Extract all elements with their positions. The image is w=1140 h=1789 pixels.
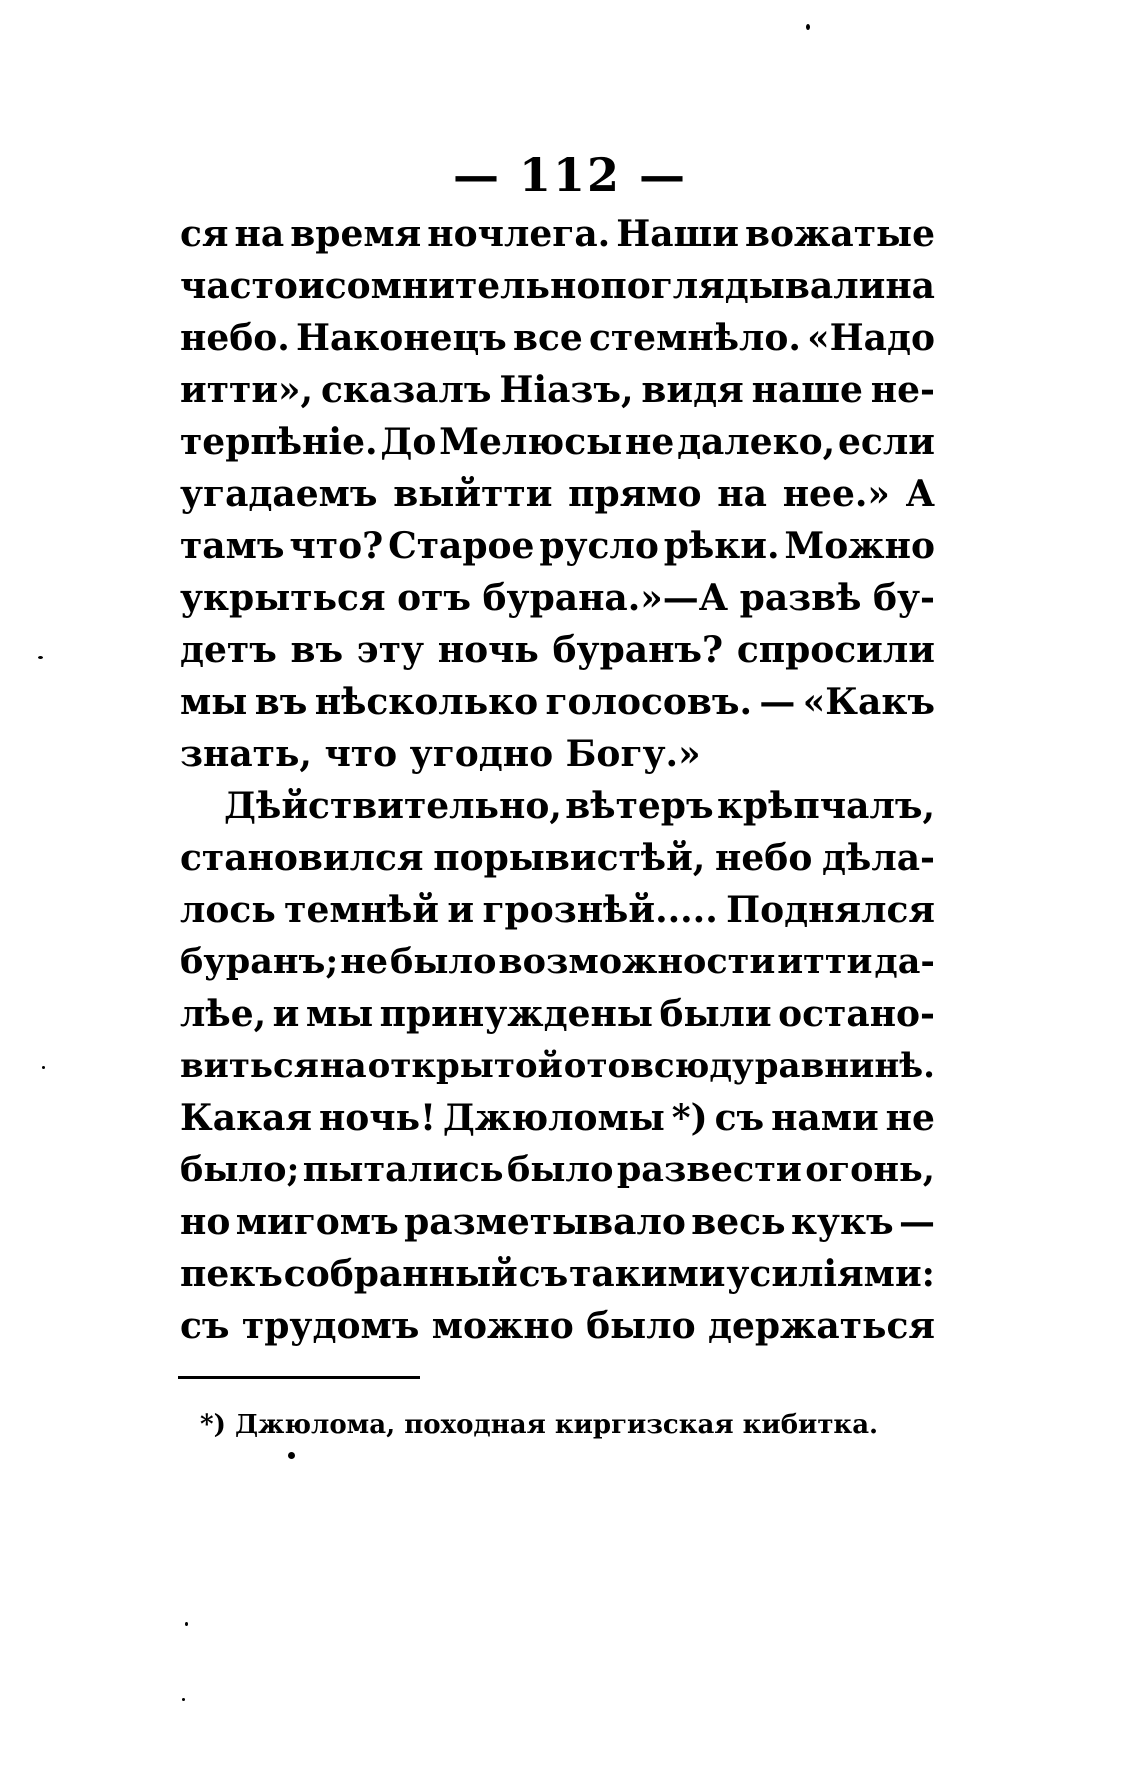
text-line: тамъ что? Старое русло рѣки. Можно [180, 525, 935, 567]
scan-speck [182, 1698, 185, 1701]
text-line: терпѣніе. До Мелюсы не далеко, если [180, 421, 935, 463]
scan-speck [42, 1066, 45, 1069]
text-line: знать, что угодно Богу.» [180, 733, 701, 775]
text-line: буранъ; не было возможности итти да- [180, 941, 935, 982]
text-line: часто и сомнительно поглядывали на [180, 265, 935, 307]
text-line: Какая ночь! Джюломы *) съ нами не [180, 1097, 935, 1139]
text-line: лось темнѣй и грознѣй..... Поднялся [180, 889, 935, 931]
text-line: пекъ собранный съ такими усиліями: [180, 1253, 935, 1295]
text-line: но мигомъ разметывало весь кукъ — [180, 1201, 935, 1243]
text-line: мы въ нѣсколько голосовъ. — «Какъ [180, 681, 935, 723]
text-line: ся на время ночлега. Наши вожатые [180, 213, 935, 255]
text-line: укрыться отъ бурана.»—А развѣ бу- [180, 577, 935, 619]
text-line: угадаемъ выйтти прямо на нее.» А [180, 473, 935, 515]
footnote: *) Джюлома, походная киргизская кибитка. [200, 1410, 879, 1440]
text-line: небо. Наконецъ все стемнѣло. «Надо [180, 317, 935, 359]
scan-speck [288, 1452, 295, 1459]
body-text [180, 208, 935, 1352]
page-number: — 112 — [452, 148, 688, 202]
scan-speck [806, 24, 810, 30]
text-line: виться на открытой отовсюду равнинѣ. [180, 1046, 935, 1086]
text-line-paragraph-start: Дѣйствительно, вѣтеръ крѣпчалъ, [224, 785, 935, 827]
footnote-divider [178, 1376, 420, 1379]
text-line: съ трудомъ можно было держаться [180, 1305, 935, 1347]
text-line: итти», сказалъ Ніазъ, видя наше не- [180, 369, 935, 411]
text-line: становился порывистѣй, небо дѣла- [180, 837, 935, 879]
text-line: лѣе, и мы принуждены были остано- [180, 993, 935, 1035]
text-line: было; пытались было развести огонь, [180, 1149, 935, 1190]
scan-speck [185, 1622, 188, 1626]
scan-speck [38, 656, 43, 659]
text-line: детъ въ эту ночь буранъ? спросили [180, 629, 935, 671]
